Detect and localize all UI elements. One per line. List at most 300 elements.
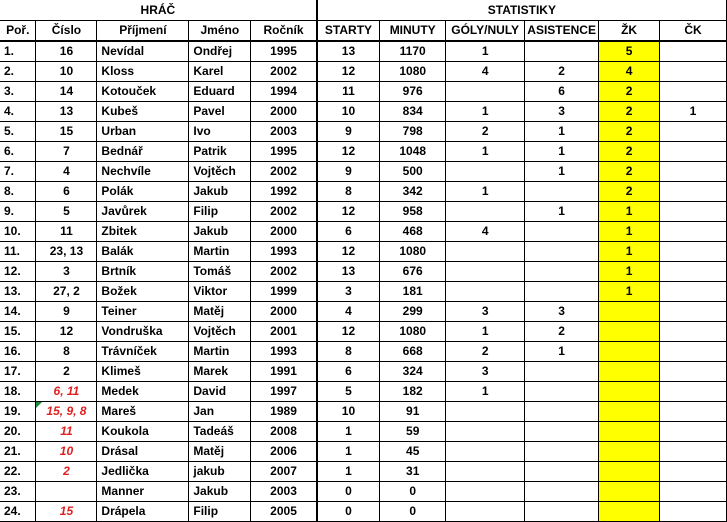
- cell-surname: Balák: [97, 242, 189, 262]
- cell-birth-year: 1995: [251, 41, 317, 62]
- cell-red-cards: [660, 462, 727, 482]
- cell-birth-year: 2000: [251, 222, 317, 242]
- table-row: [0, 182, 727, 202]
- cell-surname: Božek: [97, 282, 189, 302]
- cell-starts: 12: [317, 62, 380, 82]
- cell-goals: [446, 442, 525, 462]
- cell-number: 6: [36, 182, 97, 202]
- cell-starts: 6: [317, 222, 380, 242]
- cell-firstname: Vojtěch: [189, 322, 251, 342]
- cell-red-cards: [660, 342, 727, 362]
- col-header-assists: ASISTENCE: [525, 21, 599, 42]
- cell-yellow-cards: 1: [599, 242, 660, 262]
- cell-yellow-cards: [599, 342, 660, 362]
- cell-minutes: 798: [380, 122, 446, 142]
- cell-firstname: Marek: [189, 362, 251, 382]
- cell-order: 22.: [0, 462, 36, 482]
- cell-birth-year: 2002: [251, 62, 317, 82]
- cell-order: 1.: [0, 41, 36, 62]
- cell-minutes: 1048: [380, 142, 446, 162]
- cell-yellow-cards: [599, 402, 660, 422]
- table-row: [0, 282, 727, 302]
- cell-firstname: Jan: [189, 402, 251, 422]
- cell-yellow-cards: 1: [599, 202, 660, 222]
- cell-number: 15: [36, 502, 97, 522]
- cell-order: 7.: [0, 162, 36, 182]
- cell-assists: [525, 482, 599, 502]
- cell-assists: [525, 41, 599, 62]
- cell-surname: Klimeš: [97, 362, 189, 382]
- cell-starts: 0: [317, 502, 380, 522]
- cell-red-cards: [660, 62, 727, 82]
- cell-yellow-cards: [599, 302, 660, 322]
- cell-starts: 12: [317, 242, 380, 262]
- cell-firstname: Tadeáš: [189, 422, 251, 442]
- cell-assists: 3: [525, 102, 599, 122]
- cell-assists: [525, 262, 599, 282]
- cell-red-cards: [660, 302, 727, 322]
- cell-goals: [446, 502, 525, 522]
- cell-order: 20.: [0, 422, 36, 442]
- cell-minutes: 1080: [380, 322, 446, 342]
- cell-surname: Drápela: [97, 502, 189, 522]
- cell-minutes: 324: [380, 362, 446, 382]
- cell-red-cards: [660, 262, 727, 282]
- cell-birth-year: 2006: [251, 442, 317, 462]
- cell-assists: 2: [525, 62, 599, 82]
- cell-surname: Mareš: [97, 402, 189, 422]
- cell-birth-year: 2001: [251, 322, 317, 342]
- group-header-stats: STATISTIKY: [317, 0, 727, 21]
- cell-firstname: Jakub: [189, 182, 251, 202]
- cell-starts: 8: [317, 182, 380, 202]
- table-row: [0, 242, 727, 262]
- cell-firstname: Matěj: [189, 442, 251, 462]
- cell-birth-year: 2003: [251, 122, 317, 142]
- cell-surname: Zbitek: [97, 222, 189, 242]
- cell-red-cards: [660, 182, 727, 202]
- cell-yellow-cards: 2: [599, 82, 660, 102]
- cell-yellow-cards: [599, 322, 660, 342]
- group-header-row: [0, 0, 727, 21]
- cell-red-cards: [660, 362, 727, 382]
- cell-red-cards: [660, 142, 727, 162]
- cell-starts: 11: [317, 82, 380, 102]
- cell-yellow-cards: 5: [599, 41, 660, 62]
- cell-starts: 13: [317, 41, 380, 62]
- cell-minutes: 299: [380, 302, 446, 322]
- cell-yellow-cards: [599, 362, 660, 382]
- cell-birth-year: 1992: [251, 182, 317, 202]
- table-row: [0, 222, 727, 242]
- cell-assists: [525, 382, 599, 402]
- cell-goals: 1: [446, 142, 525, 162]
- cell-firstname: Matěj: [189, 302, 251, 322]
- cell-red-cards: [660, 222, 727, 242]
- cell-minutes: 1080: [380, 62, 446, 82]
- cell-minutes: 834: [380, 102, 446, 122]
- cell-surname: Kloss: [97, 62, 189, 82]
- cell-minutes: 668: [380, 342, 446, 362]
- cell-assists: 1: [525, 142, 599, 162]
- table-row: [0, 262, 727, 282]
- table-row: [0, 402, 727, 422]
- cell-surname: Medek: [97, 382, 189, 402]
- cell-red-cards: [660, 162, 727, 182]
- cell-number: 13: [36, 102, 97, 122]
- table-row: [0, 482, 727, 502]
- cell-goals: [446, 402, 525, 422]
- cell-order: 9.: [0, 202, 36, 222]
- cell-minutes: 468: [380, 222, 446, 242]
- cell-firstname: Martin: [189, 342, 251, 362]
- cell-red-cards: 1: [660, 102, 727, 122]
- cell-birth-year: 1999: [251, 282, 317, 302]
- table-row: [0, 362, 727, 382]
- cell-yellow-cards: 2: [599, 182, 660, 202]
- cell-surname: Nechvíle: [97, 162, 189, 182]
- cell-firstname: David: [189, 382, 251, 402]
- cell-minutes: 676: [380, 262, 446, 282]
- col-header-surname: Příjmení: [97, 21, 189, 42]
- cell-order: 6.: [0, 142, 36, 162]
- cell-firstname: Martin: [189, 242, 251, 262]
- col-header-minutes: MINUTY: [380, 21, 446, 42]
- cell-goals: 2: [446, 122, 525, 142]
- cell-number: 5: [36, 202, 97, 222]
- cell-firstname: Patrik: [189, 142, 251, 162]
- col-header-number: Číslo: [36, 21, 97, 42]
- cell-assists: [525, 462, 599, 482]
- cell-number: 2: [36, 362, 97, 382]
- cell-red-cards: [660, 242, 727, 262]
- cell-yellow-cards: 1: [599, 282, 660, 302]
- cell-starts: 9: [317, 162, 380, 182]
- table-row: [0, 442, 727, 462]
- cell-starts: 9: [317, 122, 380, 142]
- col-header-starts: STARTY: [317, 21, 380, 42]
- cell-number: 4: [36, 162, 97, 182]
- cell-goals: 1: [446, 322, 525, 342]
- table-row: [0, 41, 727, 62]
- cell-yellow-cards: 2: [599, 162, 660, 182]
- cell-firstname: Karel: [189, 62, 251, 82]
- cell-minutes: 500: [380, 162, 446, 182]
- cell-starts: 1: [317, 422, 380, 442]
- cell-starts: 10: [317, 402, 380, 422]
- cell-firstname: Eduard: [189, 82, 251, 102]
- table-row: [0, 302, 727, 322]
- cell-order: 11.: [0, 242, 36, 262]
- cell-number: 23, 13: [36, 242, 97, 262]
- cell-red-cards: [660, 422, 727, 442]
- column-header-row: [0, 21, 727, 42]
- cell-firstname: Ondřej: [189, 41, 251, 62]
- cell-birth-year: 2008: [251, 422, 317, 442]
- cell-order: 15.: [0, 322, 36, 342]
- cell-goals: [446, 282, 525, 302]
- cell-minutes: 31: [380, 462, 446, 482]
- cell-yellow-cards: [599, 422, 660, 442]
- cell-order: 18.: [0, 382, 36, 402]
- cell-firstname: Vojtěch: [189, 162, 251, 182]
- cell-goals: 1: [446, 102, 525, 122]
- cell-number: 10: [36, 442, 97, 462]
- cell-number: 12: [36, 322, 97, 342]
- cell-minutes: 342: [380, 182, 446, 202]
- cell-yellow-cards: 4: [599, 62, 660, 82]
- cell-minutes: 182: [380, 382, 446, 402]
- col-header-goals: GÓLY/NULY: [446, 21, 525, 42]
- cell-goals: [446, 422, 525, 442]
- cell-order: 10.: [0, 222, 36, 242]
- cell-assists: 1: [525, 122, 599, 142]
- cell-yellow-cards: [599, 382, 660, 402]
- cell-minutes: 976: [380, 82, 446, 102]
- table-row: [0, 62, 727, 82]
- cell-number: 3: [36, 262, 97, 282]
- table-row: [0, 142, 727, 162]
- cell-firstname: Jakub: [189, 222, 251, 242]
- table-row: [0, 462, 727, 482]
- cell-firstname: Filip: [189, 502, 251, 522]
- cell-assists: 1: [525, 202, 599, 222]
- cell-red-cards: [660, 402, 727, 422]
- group-header-player: HRÁČ: [0, 0, 317, 21]
- cell-number: [36, 482, 97, 502]
- cell-birth-year: 2003: [251, 482, 317, 502]
- cell-surname: Bednář: [97, 142, 189, 162]
- cell-assists: [525, 442, 599, 462]
- cell-goals: [446, 162, 525, 182]
- cell-yellow-cards: 1: [599, 222, 660, 242]
- cell-number: 10: [36, 62, 97, 82]
- cell-red-cards: [660, 122, 727, 142]
- cell-goals: [446, 82, 525, 102]
- cell-assists: [525, 502, 599, 522]
- cell-number: 27, 2: [36, 282, 97, 302]
- cell-birth-year: 1997: [251, 382, 317, 402]
- cell-starts: 4: [317, 302, 380, 322]
- table-row: [0, 422, 727, 442]
- cell-assists: [525, 362, 599, 382]
- cell-minutes: 1080: [380, 242, 446, 262]
- cell-surname: Urban: [97, 122, 189, 142]
- cell-birth-year: 1991: [251, 362, 317, 382]
- cell-firstname: Viktor: [189, 282, 251, 302]
- cell-assists: 2: [525, 322, 599, 342]
- cell-surname: Vondruška: [97, 322, 189, 342]
- cell-red-cards: [660, 322, 727, 342]
- cell-surname: Teiner: [97, 302, 189, 322]
- cell-red-cards: [660, 41, 727, 62]
- cell-minutes: 1170: [380, 41, 446, 62]
- cell-surname: Jedlička: [97, 462, 189, 482]
- cell-firstname: jakub: [189, 462, 251, 482]
- cell-surname: Polák: [97, 182, 189, 202]
- cell-goals: [446, 462, 525, 482]
- cell-order: 4.: [0, 102, 36, 122]
- cell-yellow-cards: [599, 502, 660, 522]
- cell-number: 14: [36, 82, 97, 102]
- cell-red-cards: [660, 82, 727, 102]
- cell-order: 2.: [0, 62, 36, 82]
- cell-starts: 3: [317, 282, 380, 302]
- cell-birth-year: 2000: [251, 302, 317, 322]
- cell-starts: 1: [317, 462, 380, 482]
- cell-order: 23.: [0, 482, 36, 502]
- cell-assists: 1: [525, 342, 599, 362]
- cell-order: 13.: [0, 282, 36, 302]
- cell-red-cards: [660, 442, 727, 462]
- cell-starts: 12: [317, 142, 380, 162]
- cell-birth-year: 2002: [251, 262, 317, 282]
- cell-assists: [525, 182, 599, 202]
- cell-red-cards: [660, 382, 727, 402]
- cell-number: 7: [36, 142, 97, 162]
- cell-firstname: Jakub: [189, 482, 251, 502]
- cell-order: 12.: [0, 262, 36, 282]
- cell-firstname: Filip: [189, 202, 251, 222]
- cell-firstname: Tomáš: [189, 262, 251, 282]
- cell-goals: 1: [446, 382, 525, 402]
- cell-order: 24.: [0, 502, 36, 522]
- cell-assists: 6: [525, 82, 599, 102]
- cell-assists: 3: [525, 302, 599, 322]
- cell-surname: Trávníček: [97, 342, 189, 362]
- cell-order: 19.: [0, 402, 36, 422]
- table-row: [0, 502, 727, 522]
- cell-number: 15, 9, 8: [36, 402, 97, 422]
- table-row: [0, 322, 727, 342]
- cell-starts: 6: [317, 362, 380, 382]
- cell-minutes: 91: [380, 402, 446, 422]
- cell-firstname: Pavel: [189, 102, 251, 122]
- cell-goals: [446, 262, 525, 282]
- cell-red-cards: [660, 202, 727, 222]
- cell-minutes: 45: [380, 442, 446, 462]
- cell-order: 3.: [0, 82, 36, 102]
- cell-surname: Drásal: [97, 442, 189, 462]
- cell-order: 17.: [0, 362, 36, 382]
- col-header-red-cards: ČK: [660, 21, 727, 42]
- col-header-order: Poř.: [0, 21, 36, 42]
- cell-minutes: 59: [380, 422, 446, 442]
- cell-order: 5.: [0, 122, 36, 142]
- cell-starts: 5: [317, 382, 380, 402]
- cell-birth-year: 1993: [251, 342, 317, 362]
- cell-number: 16: [36, 41, 97, 62]
- cell-surname: Koukola: [97, 422, 189, 442]
- cell-birth-year: 1994: [251, 82, 317, 102]
- cell-starts: 1: [317, 442, 380, 462]
- cell-number: 6, 11: [36, 382, 97, 402]
- cell-number: 11: [36, 222, 97, 242]
- cell-red-cards: [660, 282, 727, 302]
- cell-birth-year: 1989: [251, 402, 317, 422]
- cell-assists: [525, 402, 599, 422]
- cell-minutes: 958: [380, 202, 446, 222]
- cell-birth-year: 2002: [251, 202, 317, 222]
- cell-yellow-cards: [599, 462, 660, 482]
- cell-yellow-cards: [599, 482, 660, 502]
- col-header-yellow-cards: ŽK: [599, 21, 660, 42]
- cell-assists: [525, 222, 599, 242]
- cell-red-cards: [660, 482, 727, 502]
- cell-starts: 10: [317, 102, 380, 122]
- cell-yellow-cards: 2: [599, 142, 660, 162]
- cell-number: 11: [36, 422, 97, 442]
- cell-birth-year: 2005: [251, 502, 317, 522]
- cell-order: 8.: [0, 182, 36, 202]
- cell-minutes: 181: [380, 282, 446, 302]
- cell-birth-year: 2000: [251, 102, 317, 122]
- table-row: [0, 162, 727, 182]
- cell-starts: 12: [317, 202, 380, 222]
- cell-birth-year: 2007: [251, 462, 317, 482]
- cell-yellow-cards: 1: [599, 262, 660, 282]
- cell-starts: 0: [317, 482, 380, 502]
- cell-yellow-cards: 2: [599, 102, 660, 122]
- cell-assists: [525, 422, 599, 442]
- cell-starts: 12: [317, 322, 380, 342]
- table-row: [0, 122, 727, 142]
- cell-goals: 1: [446, 182, 525, 202]
- cell-minutes: 0: [380, 502, 446, 522]
- cell-starts: 13: [317, 262, 380, 282]
- cell-firstname: Ivo: [189, 122, 251, 142]
- cell-number: 2: [36, 462, 97, 482]
- cell-minutes: 0: [380, 482, 446, 502]
- cell-red-cards: [660, 502, 727, 522]
- table-row: [0, 382, 727, 402]
- cell-goals: 3: [446, 362, 525, 382]
- cell-surname: Kubeš: [97, 102, 189, 122]
- cell-surname: Nevídal: [97, 41, 189, 62]
- cell-goals: 2: [446, 342, 525, 362]
- cell-surname: Brtník: [97, 262, 189, 282]
- col-header-birth-year: Ročník: [251, 21, 317, 42]
- cell-goals: [446, 202, 525, 222]
- cell-yellow-cards: [599, 442, 660, 462]
- cell-surname: Manner: [97, 482, 189, 502]
- cell-birth-year: 1993: [251, 242, 317, 262]
- cell-birth-year: 1995: [251, 142, 317, 162]
- cell-surname: Kotouček: [97, 82, 189, 102]
- cell-yellow-cards: 2: [599, 122, 660, 142]
- cell-goals: 4: [446, 62, 525, 82]
- cell-goals: [446, 242, 525, 262]
- cell-order: 21.: [0, 442, 36, 462]
- cell-birth-year: 2002: [251, 162, 317, 182]
- cell-order: 14.: [0, 302, 36, 322]
- cell-number: 15: [36, 122, 97, 142]
- col-header-firstname: Jméno: [189, 21, 251, 42]
- cell-starts: 8: [317, 342, 380, 362]
- table-row: [0, 102, 727, 122]
- cell-number: 8: [36, 342, 97, 362]
- cell-number: 9: [36, 302, 97, 322]
- cell-goals: 1: [446, 41, 525, 62]
- table-row: [0, 342, 727, 362]
- cell-surname: Javůrek: [97, 202, 189, 222]
- cell-assists: [525, 282, 599, 302]
- table-row: [0, 82, 727, 102]
- cell-goals: 3: [446, 302, 525, 322]
- cell-assists: 1: [525, 162, 599, 182]
- cell-goals: 4: [446, 222, 525, 242]
- cell-order: 16.: [0, 342, 36, 362]
